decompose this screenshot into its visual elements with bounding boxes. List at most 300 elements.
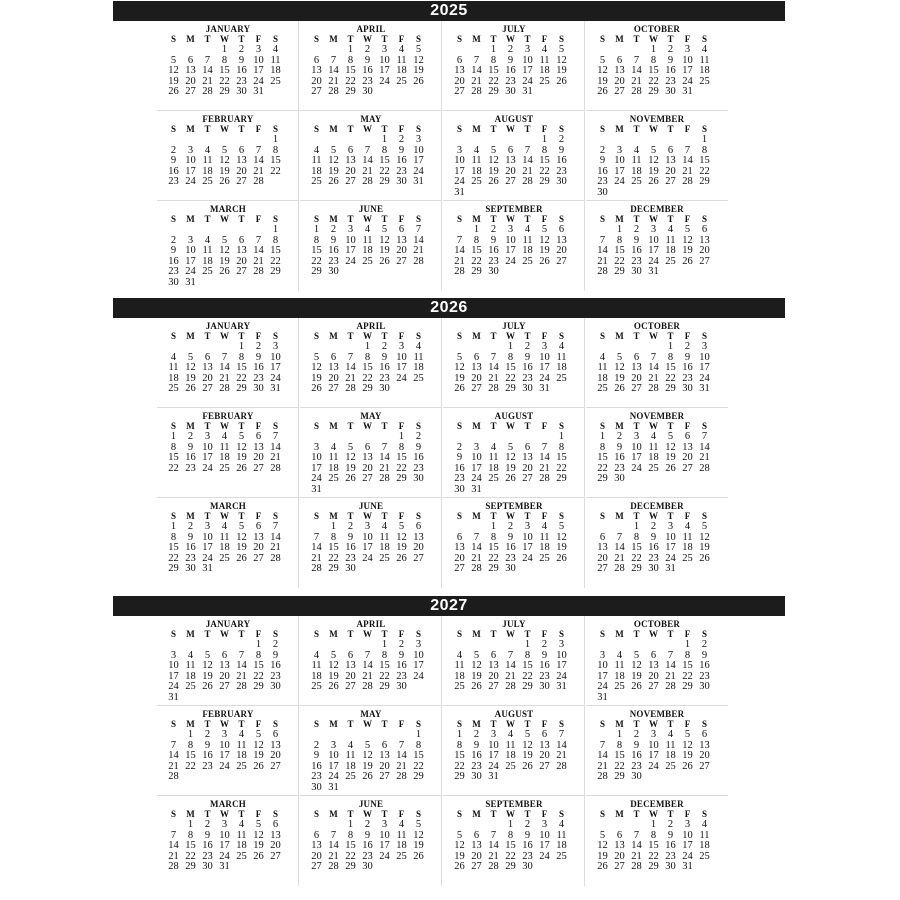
day-number: 11 [699, 54, 710, 66]
day-number: 24 [488, 760, 499, 772]
weekday-header-row [165, 34, 284, 44]
day-number: 21 [539, 462, 550, 474]
day-number: 16 [311, 760, 322, 772]
day-number: 21 [396, 760, 407, 772]
weekday-label: S [415, 629, 421, 639]
day-number: 23 [202, 850, 213, 862]
day-number [359, 640, 376, 650]
day-number: 14 [270, 531, 281, 543]
day-number: 21 [253, 255, 264, 267]
day-number [410, 87, 427, 97]
weekday-header-row [594, 511, 713, 521]
day-number: 11 [311, 660, 322, 671]
day-number: 9 [684, 351, 691, 363]
day-number: 7 [616, 531, 623, 543]
day-number: 27 [345, 681, 356, 692]
day-number: 28 [488, 861, 499, 872]
day-number: 22 [665, 372, 676, 384]
month-name: DECEMBER [630, 204, 684, 214]
day-number [233, 640, 250, 650]
day-number: 16 [682, 362, 693, 373]
weekday-header-row [308, 331, 427, 341]
day-number: 20 [597, 552, 608, 564]
weekday-label: T [381, 511, 388, 521]
week-row [594, 464, 713, 474]
day-number: 17 [328, 760, 339, 772]
day-number [536, 485, 553, 495]
month-calendar [157, 498, 299, 588]
weekday-header-row [451, 214, 570, 224]
week-row [594, 831, 713, 841]
day-number: 10 [185, 155, 196, 166]
day-number: 8 [272, 144, 279, 156]
day-number: 5 [633, 649, 640, 661]
month-calendar [157, 796, 299, 886]
day-number: 21 [682, 165, 693, 177]
day-number: 21 [236, 670, 247, 682]
day-number: 22 [488, 552, 499, 564]
day-number: 14 [648, 362, 659, 373]
day-number: 22 [253, 670, 264, 682]
day-number: 24 [614, 176, 625, 187]
day-number: 20 [522, 462, 533, 474]
day-number [325, 730, 342, 740]
day-number: 3 [347, 224, 354, 235]
day-number: 3 [633, 431, 640, 442]
day-number [342, 267, 359, 277]
day-number [216, 640, 233, 650]
day-number: 23 [454, 473, 465, 484]
day-number [376, 783, 393, 793]
day-number [199, 640, 216, 650]
day-number: 4 [204, 234, 211, 246]
weekday-label: W [220, 331, 229, 341]
day-number: 28 [202, 86, 213, 97]
day-number [393, 87, 410, 97]
weekday-label: S [272, 331, 278, 341]
day-number: 18 [556, 840, 567, 851]
day-number: 20 [345, 165, 356, 177]
day-number: 23 [597, 176, 608, 187]
day-number [267, 564, 284, 574]
day-number [451, 640, 468, 650]
day-number: 14 [236, 660, 247, 671]
day-number: 25 [270, 75, 281, 87]
month-name: JULY [502, 321, 526, 331]
weekday-header-row [308, 124, 427, 134]
day-number: 10 [471, 452, 482, 463]
day-number: 24 [202, 552, 213, 564]
day-number: 28 [270, 552, 281, 564]
day-number: 19 [699, 542, 710, 553]
day-number: 21 [522, 165, 533, 177]
day-number: 25 [185, 681, 196, 692]
week-row [308, 45, 427, 55]
day-number: 27 [311, 86, 322, 97]
weekday-label: T [238, 511, 245, 521]
weekday-label: T [381, 421, 388, 431]
day-number: 21 [597, 760, 608, 772]
day-number: 12 [556, 531, 567, 543]
day-number: 27 [556, 255, 567, 267]
day-number: 30 [362, 861, 373, 872]
day-number: 4 [684, 521, 691, 532]
day-number: 9 [272, 649, 279, 661]
month-name: MAY [360, 709, 382, 719]
day-number: 8 [364, 351, 371, 363]
day-number: 24 [168, 681, 179, 692]
day-number: 9 [330, 234, 337, 246]
day-number: 18 [311, 165, 322, 177]
day-number: 25 [522, 255, 533, 267]
day-number: 18 [396, 840, 407, 851]
day-number [553, 862, 570, 872]
day-number: 6 [272, 729, 279, 740]
day-number: 23 [665, 850, 676, 862]
day-number: 9 [541, 649, 548, 661]
week-row [594, 522, 713, 532]
week-row [308, 522, 427, 532]
day-number: 5 [221, 144, 228, 156]
day-number: 29 [236, 383, 247, 394]
day-number: 22 [362, 372, 373, 384]
week-row [451, 374, 570, 384]
day-number: 31 [665, 563, 676, 574]
weekday-label: S [558, 809, 564, 819]
day-number: 7 [490, 351, 497, 363]
day-number: 9 [701, 649, 708, 661]
month-calendar [300, 408, 442, 498]
weekday-label: T [381, 214, 388, 224]
day-number: 1 [364, 341, 371, 352]
day-number [679, 135, 696, 145]
day-number [359, 135, 376, 145]
day-number [662, 135, 679, 145]
day-number [485, 432, 502, 442]
day-number: 10 [682, 54, 693, 66]
day-number: 20 [699, 245, 710, 256]
month-calendar [300, 21, 442, 111]
day-number [628, 474, 645, 484]
day-number: 8 [490, 54, 497, 66]
day-number: 30 [597, 186, 608, 198]
weekday-label: F [541, 421, 548, 431]
day-number [359, 783, 376, 793]
week-row [165, 762, 284, 772]
day-number: 9 [524, 351, 531, 363]
day-number: 26 [185, 383, 196, 394]
week-row [165, 225, 284, 235]
day-number: 8 [381, 144, 388, 156]
day-number: 13 [185, 65, 196, 76]
weekday-label: M [329, 809, 338, 819]
day-number: 26 [614, 383, 625, 394]
day-number: 16 [185, 452, 196, 463]
day-number: 8 [507, 829, 514, 841]
day-number: 6 [616, 54, 623, 66]
day-number: 5 [170, 54, 177, 66]
day-number: 3 [364, 521, 371, 532]
week-row [165, 543, 284, 553]
weekday-label: W [220, 629, 229, 639]
day-number [536, 188, 553, 198]
day-number [611, 693, 628, 703]
day-number: 25 [362, 255, 373, 267]
day-number: 16 [631, 245, 642, 256]
day-number: 29 [311, 266, 322, 277]
day-number: 25 [505, 760, 516, 772]
day-number: 11 [185, 660, 196, 671]
day-number: 1 [238, 341, 245, 352]
day-number: 26 [488, 176, 499, 187]
day-number: 2 [633, 224, 640, 235]
day-number: 11 [413, 351, 424, 363]
weekday-label: M [186, 34, 195, 44]
weekday-header-row [308, 719, 427, 729]
day-number: 8 [313, 234, 320, 246]
day-number: 29 [505, 383, 516, 394]
day-number [325, 342, 342, 352]
weekday-header-row [165, 719, 284, 729]
weekday-label: T [347, 511, 354, 521]
day-number: 4 [415, 341, 422, 352]
day-number: 10 [328, 750, 339, 761]
day-number [553, 772, 570, 782]
day-number: 8 [667, 351, 674, 363]
day-number: 22 [270, 165, 281, 177]
day-number [553, 188, 570, 198]
day-number [485, 485, 502, 495]
day-number: 23 [185, 552, 196, 564]
weekday-label: S [415, 34, 421, 44]
day-number: 30 [471, 771, 482, 782]
day-number: 15 [648, 840, 659, 851]
week-row [451, 45, 570, 55]
weekday-label: T [667, 214, 674, 224]
weekday-label: T [204, 511, 211, 521]
day-number: 29 [614, 266, 625, 277]
weekday-label: S [558, 214, 564, 224]
week-row [451, 384, 570, 394]
day-number: 20 [253, 452, 264, 463]
day-number: 31 [488, 771, 499, 782]
day-number: 27 [185, 86, 196, 97]
day-number: 9 [473, 739, 480, 751]
day-number: 28 [471, 86, 482, 97]
day-number: 16 [556, 155, 567, 166]
day-number: 21 [328, 75, 339, 87]
day-number: 24 [396, 372, 407, 384]
day-number: 28 [362, 681, 373, 692]
day-number [376, 730, 393, 740]
day-number: 7 [633, 54, 640, 66]
day-number [679, 693, 696, 703]
day-number: 28 [168, 771, 179, 782]
day-number: 12 [539, 234, 550, 246]
day-number [594, 522, 611, 532]
weekday-label: M [186, 511, 195, 521]
day-number [165, 342, 182, 352]
day-number: 26 [219, 266, 230, 277]
day-number [199, 45, 216, 55]
weekday-label: M [615, 421, 624, 431]
day-number: 21 [253, 165, 264, 177]
day-number: 1 [170, 521, 177, 532]
day-number: 1 [599, 431, 606, 442]
day-number: 22 [328, 552, 339, 564]
day-number: 15 [488, 65, 499, 76]
day-number: 5 [684, 729, 691, 740]
weekday-label: T [347, 124, 354, 134]
day-number: 16 [345, 542, 356, 553]
day-number: 4 [221, 521, 228, 532]
day-number: 23 [682, 372, 693, 384]
weekday-label: M [615, 331, 624, 341]
week-row [308, 543, 427, 553]
day-number: 27 [522, 473, 533, 484]
weekday-label: W [363, 331, 372, 341]
day-number: 17 [539, 362, 550, 373]
day-number [376, 485, 393, 495]
day-number: 12 [682, 739, 693, 751]
day-number: 11 [311, 155, 322, 166]
month-name: NOVEMBER [629, 411, 685, 421]
day-number: 22 [219, 75, 230, 87]
day-number [451, 135, 468, 145]
day-number: 16 [648, 542, 659, 553]
day-number: 18 [396, 65, 407, 76]
day-number: 7 [347, 351, 354, 363]
day-number: 27 [328, 383, 339, 394]
day-number: 2 [490, 224, 497, 235]
day-number: 7 [255, 234, 262, 246]
day-number: 16 [236, 65, 247, 76]
day-number: 27 [379, 771, 390, 782]
day-number: 4 [507, 729, 514, 740]
weekday-label: M [186, 629, 195, 639]
day-number: 28 [471, 563, 482, 574]
day-number: 20 [665, 165, 676, 177]
week-row [451, 167, 570, 177]
weekday-label: S [415, 124, 421, 134]
month-name: FEBRUARY [202, 114, 254, 124]
weekday-label: M [472, 214, 481, 224]
day-number: 11 [556, 829, 567, 841]
weekday-label: M [615, 629, 624, 639]
weekday-label: F [541, 331, 548, 341]
day-number: 16 [168, 255, 179, 267]
day-number: 13 [270, 739, 281, 751]
day-number [267, 87, 284, 97]
day-number: 18 [471, 165, 482, 177]
day-number: 6 [456, 54, 463, 66]
month-name: MAY [360, 114, 382, 124]
day-number: 25 [413, 372, 424, 384]
day-number: 23 [202, 760, 213, 772]
day-number: 27 [471, 861, 482, 872]
day-number: 28 [597, 266, 608, 277]
day-number: 8 [187, 829, 194, 841]
day-number: 2 [398, 134, 405, 145]
day-number: 22 [236, 372, 247, 384]
day-number: 10 [379, 54, 390, 66]
day-number [519, 135, 536, 145]
weekday-label: T [490, 214, 497, 224]
day-number: 1 [524, 639, 531, 650]
day-number [410, 485, 427, 495]
week-row [451, 661, 570, 671]
week-row [308, 820, 427, 830]
day-number: 16 [522, 362, 533, 373]
day-number: 22 [185, 760, 196, 772]
day-number: 21 [219, 372, 230, 384]
day-number: 23 [345, 552, 356, 564]
day-number: 4 [667, 729, 674, 740]
weekday-header-row [308, 421, 427, 431]
day-number [696, 772, 713, 782]
day-number: 28 [505, 681, 516, 692]
day-number: 27 [471, 383, 482, 394]
day-number: 3 [398, 341, 405, 352]
week-row [451, 432, 570, 442]
day-number [342, 640, 359, 650]
day-number [628, 135, 645, 145]
day-number: 5 [238, 521, 245, 532]
weekday-label: S [599, 511, 605, 521]
day-number: 29 [488, 86, 499, 97]
day-number: 7 [364, 144, 371, 156]
day-number: 31 [597, 691, 608, 703]
weekday-header-row [451, 809, 570, 819]
day-number: 17 [614, 165, 625, 177]
day-number: 10 [311, 452, 322, 463]
day-number [233, 278, 250, 288]
day-number: 3 [684, 819, 691, 830]
day-number: 27 [454, 86, 465, 97]
day-number: 30 [614, 473, 625, 484]
day-number: 16 [597, 165, 608, 177]
day-number: 22 [614, 255, 625, 267]
day-number: 13 [699, 234, 710, 246]
weekday-label: M [186, 214, 195, 224]
day-number [393, 862, 410, 872]
weekday-label: S [313, 511, 319, 521]
day-number: 24 [413, 165, 424, 177]
weekday-label: M [329, 331, 338, 341]
week-row [451, 135, 570, 145]
day-number: 29 [345, 86, 356, 97]
day-number [553, 267, 570, 277]
day-number: 5 [330, 144, 337, 156]
day-number: 27 [311, 861, 322, 872]
day-number: 30 [539, 681, 550, 692]
day-number: 17 [454, 165, 465, 177]
weekday-label: F [398, 629, 405, 639]
day-number: 3 [381, 819, 388, 830]
day-number: 17 [202, 452, 213, 463]
month-name: OCTOBER [633, 24, 681, 34]
day-number: 22 [614, 760, 625, 772]
month-name: SEPTEMBER [485, 799, 543, 809]
weekday-label: T [633, 331, 640, 341]
weekday-label: S [701, 421, 707, 431]
day-number: 21 [471, 75, 482, 87]
day-number [359, 267, 376, 277]
weekday-label: S [701, 124, 707, 134]
day-number: 6 [272, 819, 279, 830]
day-number: 17 [597, 670, 608, 682]
weekday-label: M [615, 511, 624, 521]
